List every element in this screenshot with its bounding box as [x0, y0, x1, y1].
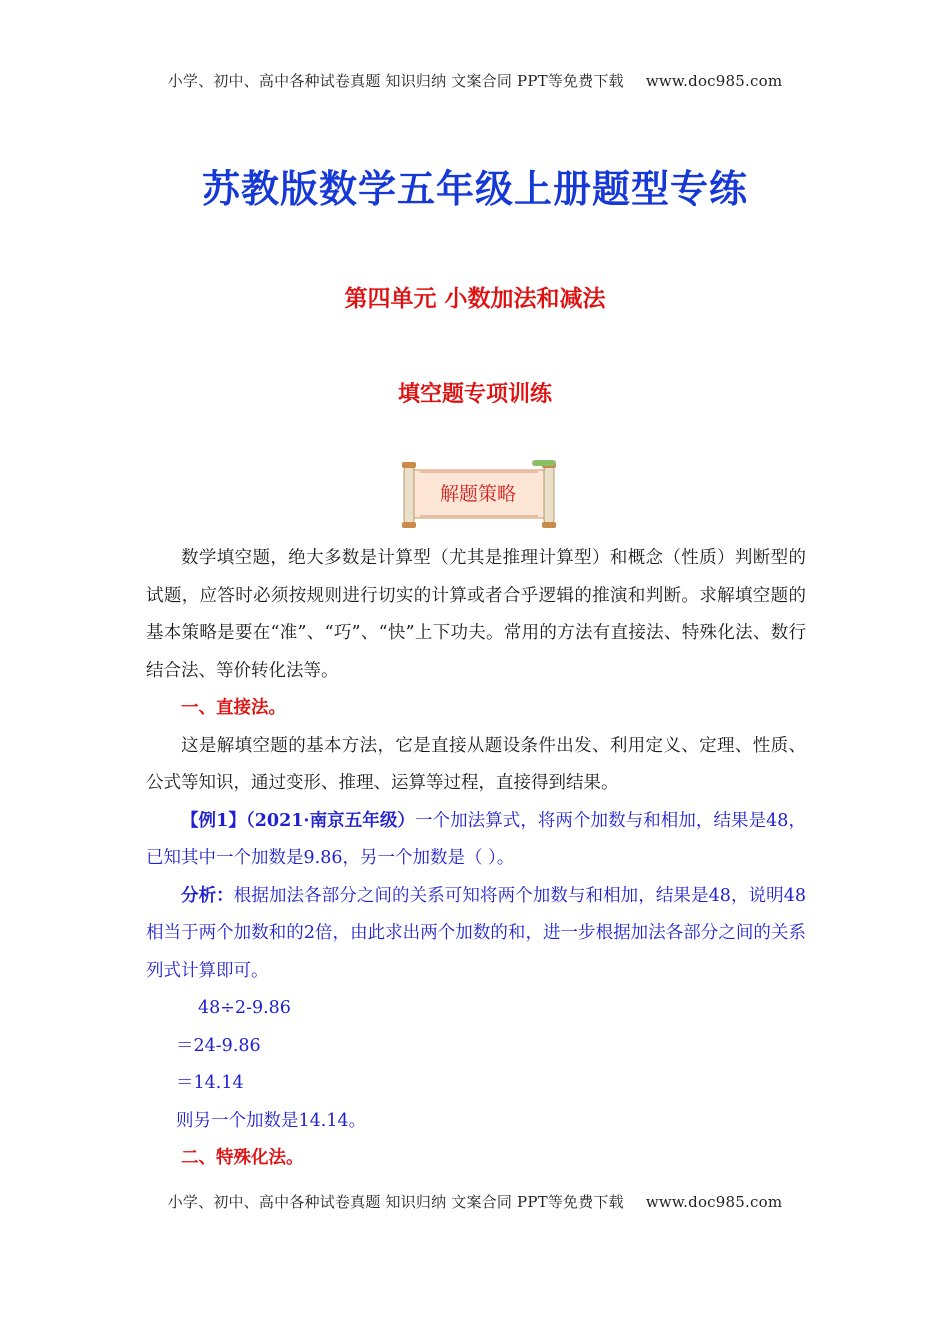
page-footer — [0, 1191, 950, 1212]
example1 — [146, 803, 806, 878]
example1-text: 一个加法算式，将两个加数与和相加，结果是48，已知其中一个加数是9.86，另一个加数是（ ）。 — [146, 810, 806, 868]
intro-paragraph: 数学填空题，绝大多数是计算型（尤其是推理计算型）和概念（性质）判断型的试题，应答时必须按规则进行切实的计算或者合乎逻辑的推演和判断。求解填空题的基本策略是要在“准”、“巧”、“快”上下功夫。常用的方法有直接法、特殊化法、数行结合法、等价转化法等。 — [146, 548, 806, 681]
strategy-scroll-badge — [396, 458, 562, 530]
strategy-label: 解题策略 — [439, 483, 516, 505]
section1-text: 这是解填空题的基本方法，它是直接从题设条件出发、利用定义、定理、性质、公式等知识，通过变形、推理、运算等过程，直接得到结果。 — [146, 735, 806, 793]
section2-heading: 二、特殊化法。 — [181, 1148, 304, 1168]
page-header — [0, 70, 950, 91]
example1-tag: 【例1】（2021·南京五年级） — [181, 810, 415, 831]
conclusion: 则另一个加数是14.14。 — [176, 1110, 367, 1131]
calc-line-3: ＝14.14 — [176, 1073, 244, 1093]
section1-heading: 一、直接法。 — [181, 698, 286, 718]
header-site-link[interactable]: www.doc985.com — [645, 72, 783, 90]
unit-title: 第四单元 小数加法和减法 — [344, 286, 606, 312]
analysis-tag: 分析： — [181, 885, 234, 906]
analysis-text: 根据加法各部分之间的关系可知将两个加数与和相加，结果是48，说明48相当于两个加数和的2倍，由此求出两个加数的和，进一步根据加法各部分之间的关系列式计算即可。 — [146, 885, 806, 981]
calc-line-2: ＝24-9.86 — [176, 1035, 261, 1056]
document-title: 苏教版数学五年级上册题型专练 — [201, 167, 748, 211]
content-body — [146, 540, 806, 1178]
section-subtitle: 填空题专项训练 — [397, 382, 552, 407]
analysis — [146, 878, 806, 991]
footer-site-link[interactable]: www.doc985.com — [645, 1193, 783, 1211]
calc-line-1: 48÷2-9.86 — [198, 998, 291, 1018]
footer-text: 小学、初中、高中各种试卷真题 知识归纳 文案合同 PPT等免费下载 — [167, 1193, 624, 1211]
header-text: 小学、初中、高中各种试卷真题 知识归纳 文案合同 PPT等免费下载 — [167, 72, 624, 90]
